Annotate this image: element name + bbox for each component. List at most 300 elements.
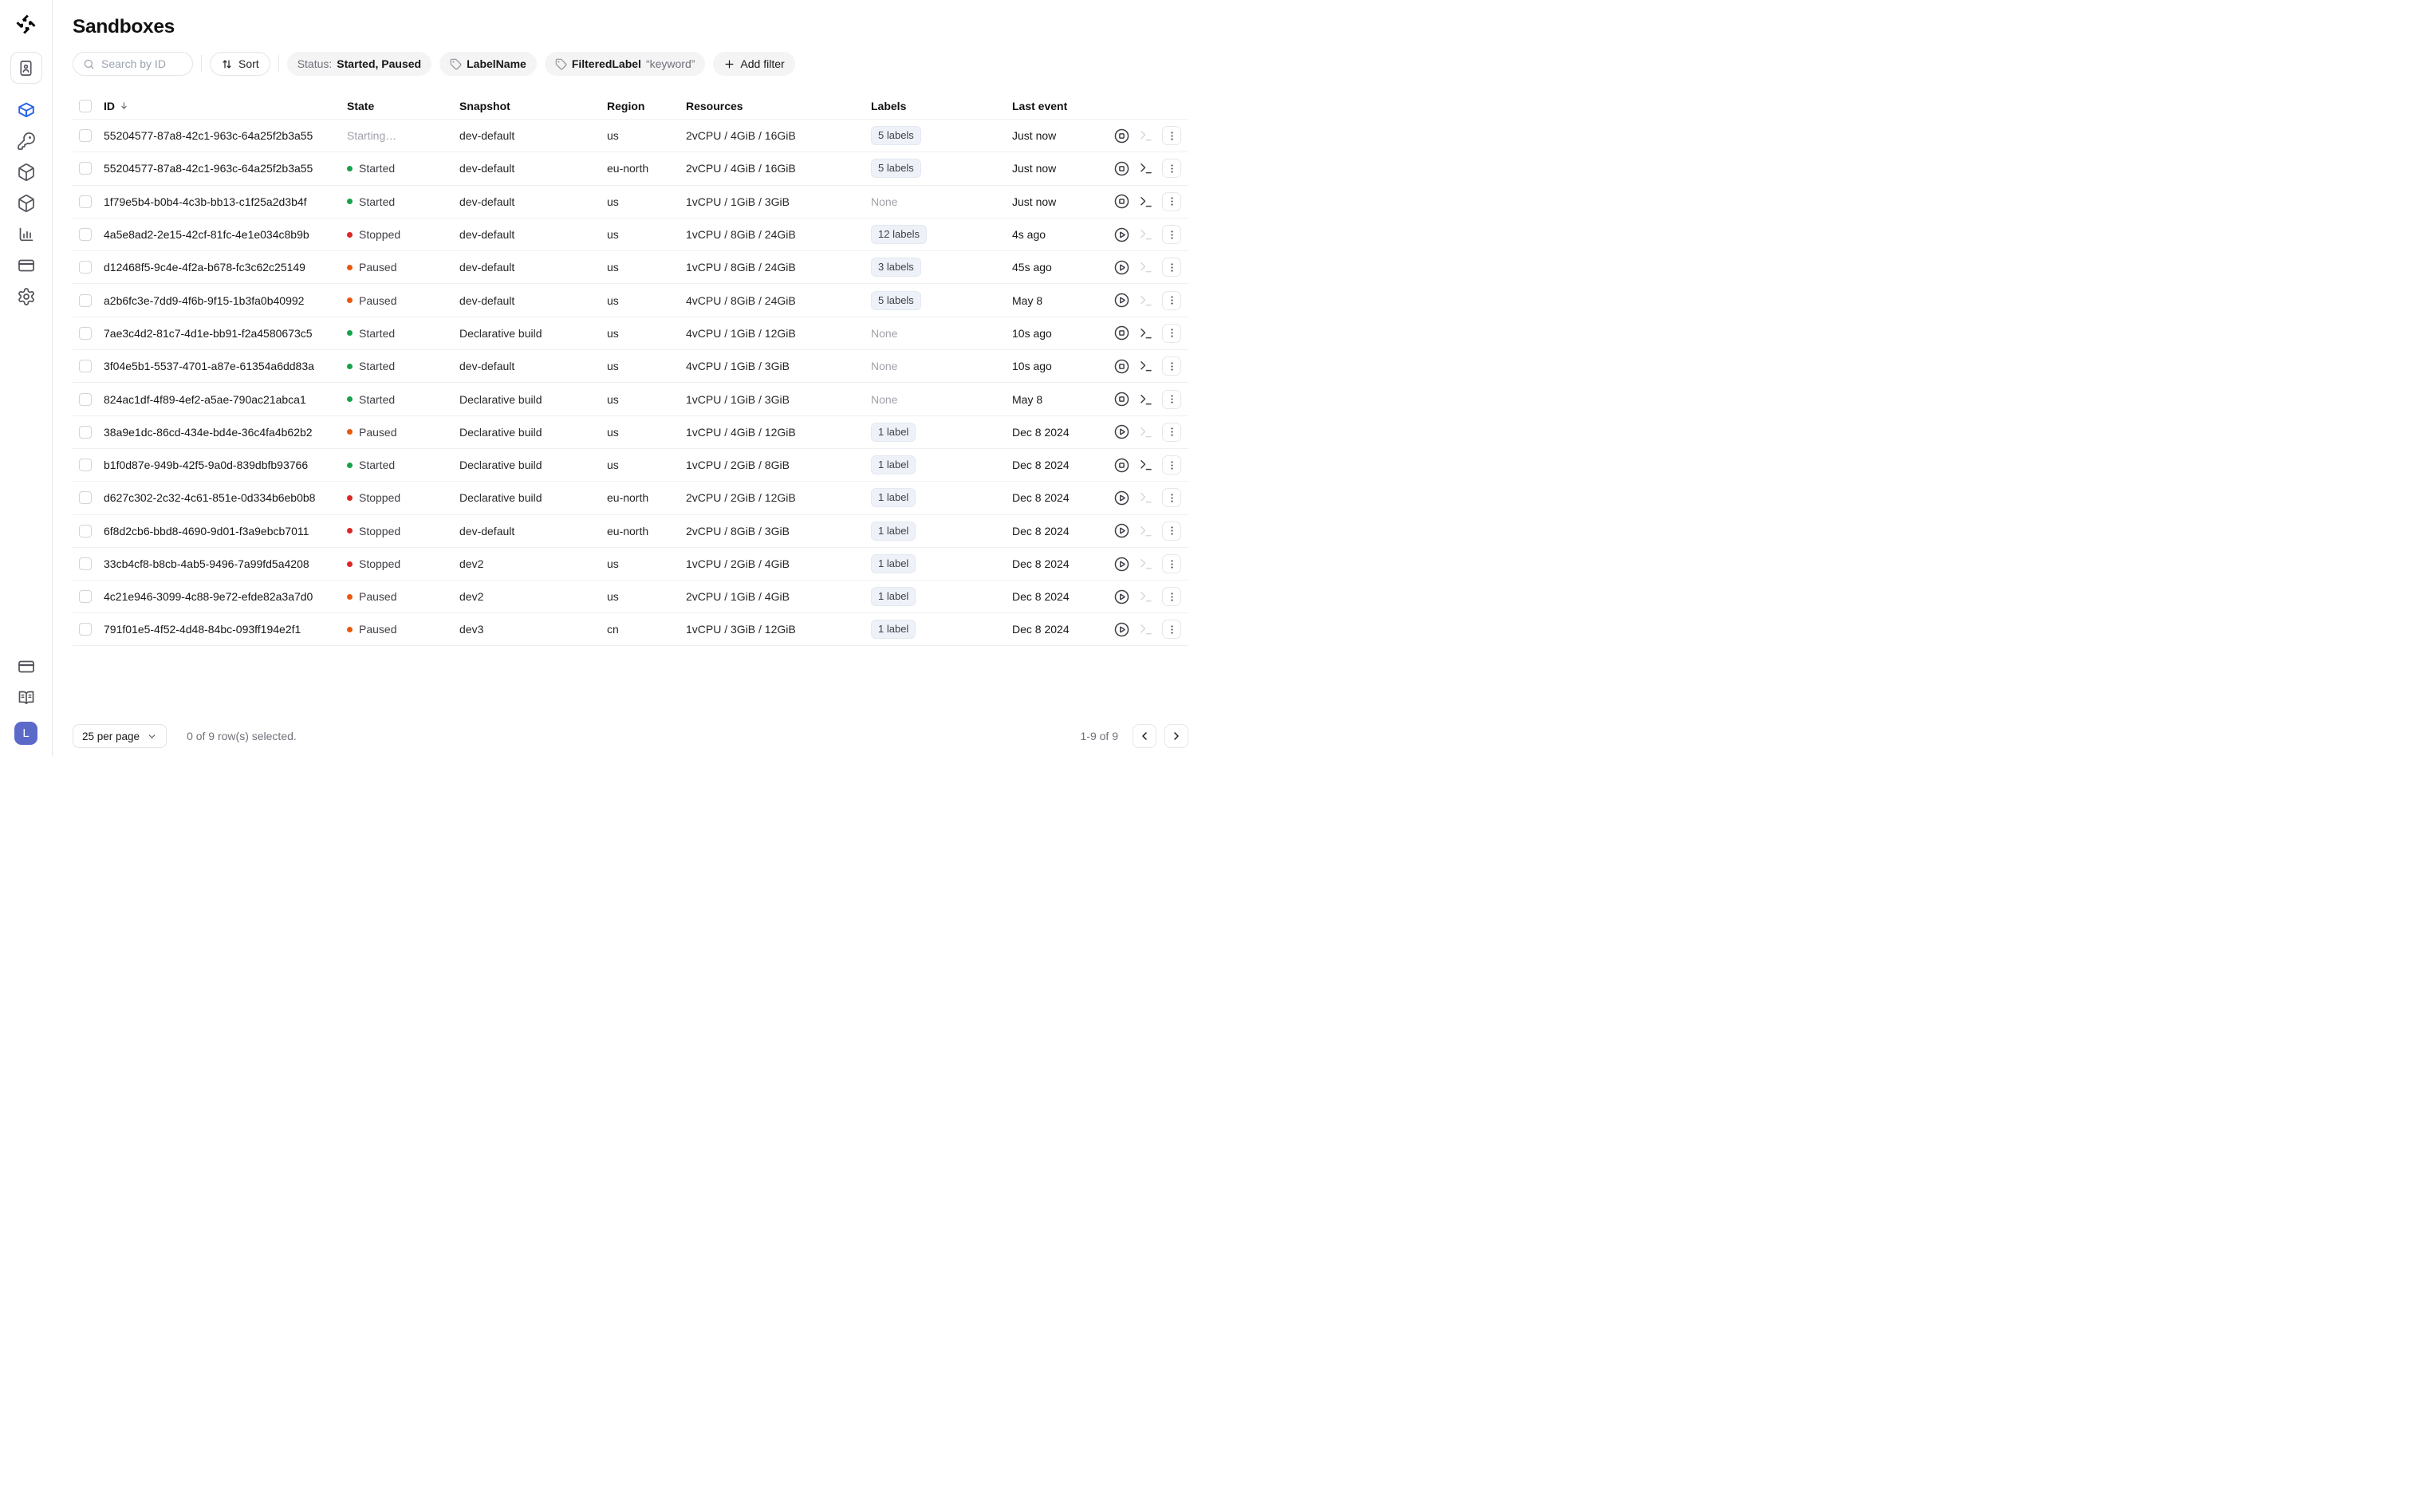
table-header (73, 93, 1188, 119)
pagination-range: 1-9 of 9 (1080, 730, 1118, 742)
table-row[interactable] (73, 481, 1188, 514)
labels-badge[interactable]: 5 labels (871, 126, 921, 145)
sidebar-item-sandboxes[interactable] (17, 100, 36, 120)
terminal-button[interactable] (1139, 458, 1153, 472)
user-avatar[interactable]: L (14, 722, 37, 745)
row-region: eu-north (607, 491, 649, 505)
column-header-snapshot[interactable]: Snapshot (459, 99, 510, 112)
credit-card-icon (17, 657, 36, 676)
table-body (73, 119, 1188, 646)
terminal-button[interactable] (1139, 524, 1153, 538)
select-all-checkbox[interactable] (79, 100, 92, 112)
state-text: Paused (359, 623, 397, 636)
kebab-icon (1166, 624, 1178, 636)
stop-circle-icon (1113, 325, 1130, 341)
row-last-event: 10s ago (1012, 326, 1052, 340)
state-dot (347, 396, 353, 402)
column-header-state[interactable]: State (347, 99, 375, 112)
row-id: 55204577-87a8-42c1-963c-64a25f2b3a55 (104, 162, 313, 175)
kebab-icon (1166, 459, 1178, 471)
play-circle-icon (1113, 522, 1130, 539)
row-more-button[interactable] (1162, 225, 1181, 244)
per-page-select[interactable] (73, 724, 167, 748)
sidebar (0, 0, 53, 756)
state-dot (347, 297, 353, 303)
state-dot (347, 495, 353, 501)
row-checkbox[interactable] (79, 162, 92, 175)
terminal-icon (1139, 359, 1153, 373)
prev-page-button[interactable] (1133, 724, 1156, 748)
row-resources: 4vCPU / 8GiB / 24GiB (686, 293, 796, 307)
play-circle-icon (1113, 621, 1130, 638)
terminal-icon (1139, 260, 1153, 274)
row-snapshot: dev2 (459, 590, 484, 604)
row-id: 4a5e8ad2-2e15-42cf-81fc-4e1e034c8b9b (104, 228, 309, 242)
state-dot (347, 199, 353, 204)
row-checkbox[interactable] (79, 590, 92, 603)
row-resources: 1vCPU / 3GiB / 12GiB (686, 623, 796, 636)
play-circle-icon (1113, 226, 1130, 243)
row-resources: 2vCPU / 1GiB / 4GiB (686, 590, 790, 604)
table-row[interactable] (73, 349, 1188, 382)
terminal-button[interactable] (1139, 359, 1153, 373)
column-header-id[interactable] (104, 100, 347, 112)
labels-badge[interactable]: 1 label (871, 455, 916, 474)
terminal-icon (1139, 458, 1153, 472)
state-text: Starting… (347, 129, 397, 143)
terminal-button[interactable] (1139, 622, 1153, 636)
status-filter-label: Status: (297, 57, 333, 70)
row-resources: 1vCPU / 2GiB / 4GiB (686, 557, 790, 570)
sidebar-item-settings[interactable] (17, 287, 36, 306)
toolbar-divider (278, 55, 279, 73)
labels-none: None (871, 195, 898, 208)
per-page-label: 25 per page (82, 730, 140, 742)
row-checkbox[interactable] (79, 491, 92, 504)
kebab-icon (1166, 262, 1178, 274)
book-open-icon (17, 688, 36, 707)
play-button[interactable] (1113, 292, 1130, 309)
kebab-icon (1166, 558, 1178, 570)
labels-badge[interactable]: 1 label (871, 488, 916, 507)
row-more-button[interactable] (1162, 522, 1181, 541)
row-id: b1f0d87e-949b-42f5-9a0d-839dbfb93766 (104, 459, 309, 472)
labels-none: None (871, 392, 898, 406)
row-region: us (607, 459, 619, 472)
labels-badge[interactable]: 1 label (871, 620, 916, 639)
status-filter-value: Started, Paused (337, 57, 422, 70)
row-id: d12468f5-9c4e-4f2a-b678-fc3c62c25149 (104, 261, 305, 274)
terminal-button[interactable] (1139, 589, 1153, 604)
row-id: 33cb4cf8-b8cb-4ab5-9496-7a99fd5a4208 (104, 557, 309, 570)
row-snapshot: Declarative build (459, 326, 542, 340)
play-button[interactable] (1113, 259, 1130, 276)
kebab-icon (1166, 327, 1178, 339)
state-dot (347, 463, 353, 468)
sidebar-item-keys[interactable] (17, 132, 36, 151)
row-last-event: 45s ago (1012, 261, 1052, 274)
stop-button[interactable] (1113, 128, 1130, 144)
filter-chip-labelname[interactable] (439, 52, 537, 76)
filter-chip-filteredlabel[interactable] (545, 52, 706, 76)
row-region: us (607, 557, 619, 570)
row-checkbox[interactable] (79, 393, 92, 406)
state-dot (347, 265, 353, 270)
cube-icon (17, 194, 36, 213)
table-row[interactable] (73, 514, 1188, 547)
state-dot (347, 561, 353, 567)
row-last-event: Just now (1012, 129, 1057, 143)
row-resources: 4vCPU / 1GiB / 3GiB (686, 360, 790, 373)
row-last-event: Dec 8 2024 (1012, 524, 1070, 537)
rows-selected-text: 0 of 9 row(s) selected. (187, 730, 297, 742)
row-checkbox[interactable] (79, 426, 92, 439)
stop-circle-icon (1113, 193, 1130, 210)
row-checkbox[interactable] (79, 525, 92, 537)
column-header-region[interactable]: Region (607, 99, 645, 112)
row-resources: 1vCPU / 1GiB / 3GiB (686, 195, 790, 208)
row-region: us (607, 261, 619, 274)
row-snapshot: Declarative build (459, 491, 542, 505)
row-more-button[interactable] (1162, 455, 1181, 474)
row-resources: 1vCPU / 8GiB / 24GiB (686, 228, 796, 242)
row-more-button[interactable] (1162, 126, 1181, 145)
state-text: Paused (359, 261, 397, 274)
row-snapshot: dev-default (459, 261, 515, 274)
labels-badge[interactable]: 3 labels (871, 258, 921, 277)
column-header-id-label: ID (104, 99, 115, 112)
terminal-icon (1139, 425, 1153, 439)
search-icon (83, 58, 95, 70)
kebab-icon (1166, 360, 1178, 372)
row-resources: 2vCPU / 4GiB / 16GiB (686, 162, 796, 175)
row-last-event: 10s ago (1012, 360, 1052, 373)
row-region: us (607, 293, 619, 307)
play-button[interactable] (1113, 556, 1130, 573)
row-checkbox[interactable] (79, 360, 92, 372)
arrow-down-icon (119, 100, 129, 111)
terminal-icon (1139, 293, 1153, 308)
labels-badge[interactable]: 1 label (871, 423, 916, 442)
play-button[interactable] (1113, 226, 1130, 243)
sidebar-item-snapshots[interactable] (17, 163, 36, 182)
row-snapshot: dev3 (459, 623, 484, 636)
filtered-label-value: FilteredLabel (571, 57, 641, 70)
terminal-icon (1139, 490, 1153, 505)
state-text: Paused (359, 590, 397, 604)
row-more-button[interactable] (1162, 291, 1181, 310)
bar-chart-icon (17, 225, 36, 244)
table-row[interactable] (73, 580, 1188, 612)
row-last-event: Dec 8 2024 (1012, 590, 1070, 604)
state-dot (347, 528, 353, 534)
tag-icon (450, 58, 462, 70)
row-snapshot: dev-default (459, 360, 515, 373)
row-checkbox[interactable] (79, 459, 92, 471)
state-dot (347, 166, 353, 171)
terminal-button[interactable] (1139, 161, 1153, 175)
row-more-button[interactable] (1162, 192, 1181, 211)
row-checkbox[interactable] (79, 557, 92, 570)
table-row[interactable] (73, 317, 1188, 349)
kebab-icon (1166, 525, 1178, 537)
row-id: 55204577-87a8-42c1-963c-64a25f2b3a55 (104, 129, 313, 143)
row-id: 4c21e946-3099-4c88-9e72-efde82a3a7d0 (104, 590, 313, 604)
state-text: Started (359, 392, 396, 406)
state-text: Started (359, 162, 396, 175)
stop-button[interactable] (1113, 391, 1130, 408)
row-id: 6f8d2cb6-bbd8-4690-9d01-f3a9ebcb7011 (104, 524, 309, 537)
table-row[interactable] (73, 283, 1188, 316)
terminal-icon (1139, 392, 1153, 407)
add-filter-button[interactable] (713, 52, 794, 76)
terminal-button[interactable] (1139, 195, 1153, 209)
add-filter-label: Add filter (740, 57, 785, 70)
row-id: 3f04e5b1-5537-4701-a87e-61354a6dd83a (104, 360, 314, 373)
terminal-icon (1139, 161, 1153, 175)
stop-circle-icon (1113, 391, 1130, 408)
row-last-event: Just now (1012, 195, 1057, 208)
page-title: Sandboxes (73, 16, 175, 37)
table-footer (73, 724, 1188, 748)
row-snapshot: dev-default (459, 129, 515, 143)
state-text: Paused (359, 425, 397, 439)
row-region: us (607, 360, 619, 373)
row-region: us (607, 195, 619, 208)
row-region: us (607, 425, 619, 439)
row-more-button[interactable] (1162, 620, 1181, 639)
row-resources: 4vCPU / 1GiB / 12GiB (686, 326, 796, 340)
stop-button[interactable] (1113, 193, 1130, 210)
state-text: Stopped (359, 228, 401, 242)
terminal-button[interactable] (1139, 557, 1153, 571)
row-snapshot: Declarative build (459, 392, 542, 406)
row-region: us (607, 590, 619, 604)
terminal-icon (1139, 524, 1153, 538)
play-button[interactable] (1113, 522, 1130, 539)
sidebar-bottom (14, 657, 37, 745)
sandbox-box-icon (17, 100, 36, 120)
labels-badge[interactable]: 5 labels (871, 159, 921, 178)
terminal-button[interactable] (1139, 128, 1153, 143)
labels-badge[interactable]: 5 labels (871, 291, 921, 310)
terminal-button[interactable] (1139, 227, 1153, 242)
table-row[interactable] (73, 119, 1188, 152)
labels-badge[interactable]: 1 label (871, 522, 916, 541)
key-icon (17, 132, 36, 151)
row-region: us (607, 228, 619, 242)
row-checkbox[interactable] (79, 623, 92, 636)
row-id: 7ae3c4d2-81c7-4d1e-bb91-f2a4580673c5 (104, 326, 313, 340)
play-circle-icon (1113, 423, 1130, 440)
sidebar-item-usage[interactable] (17, 225, 36, 244)
org-switcher-button[interactable] (10, 52, 42, 84)
row-resources: 2vCPU / 4GiB / 16GiB (686, 129, 796, 143)
sidebar-item-wallet[interactable] (17, 657, 36, 676)
kebab-icon (1166, 591, 1178, 603)
labels-badge[interactable]: 1 label (871, 554, 916, 573)
state-dot (347, 429, 353, 435)
sort-button[interactable] (210, 52, 270, 76)
table-row[interactable] (73, 185, 1188, 218)
stop-circle-icon (1113, 160, 1130, 177)
column-header-resources[interactable]: Resources (686, 99, 743, 112)
row-region: us (607, 326, 619, 340)
row-last-event: Dec 8 2024 (1012, 623, 1070, 636)
sort-arrows-icon (221, 58, 233, 70)
row-last-event: Dec 8 2024 (1012, 459, 1070, 472)
terminal-button[interactable] (1139, 490, 1153, 505)
id-card-icon (17, 59, 35, 77)
row-more-button[interactable] (1162, 587, 1181, 606)
toolbar-divider (201, 55, 202, 73)
state-text: Stopped (359, 491, 401, 505)
play-circle-icon (1113, 556, 1130, 573)
terminal-button[interactable] (1139, 392, 1153, 407)
play-button[interactable] (1113, 490, 1130, 506)
plus-icon (723, 58, 735, 70)
stop-button[interactable] (1113, 457, 1130, 474)
row-checkbox[interactable] (79, 228, 92, 241)
gear-icon (17, 287, 36, 306)
row-resources: 1vCPU / 2GiB / 8GiB (686, 459, 790, 472)
state-text: Started (359, 195, 396, 208)
sidebar-item-billing[interactable] (17, 256, 36, 275)
terminal-button[interactable] (1139, 260, 1153, 274)
row-more-button[interactable] (1162, 488, 1181, 507)
row-snapshot: Declarative build (459, 459, 542, 472)
table-row[interactable] (73, 612, 1188, 645)
row-last-event: 4s ago (1012, 228, 1046, 242)
cube-icon (17, 163, 36, 182)
state-dot (347, 330, 353, 336)
play-circle-icon (1113, 490, 1130, 506)
row-id: a2b6fc3e-7dd9-4f6b-9f15-1b3fa0b40992 (104, 293, 305, 307)
play-button[interactable] (1113, 621, 1130, 638)
kebab-icon (1166, 130, 1178, 142)
play-button[interactable] (1113, 589, 1130, 605)
label-filter-value: LabelName (467, 57, 526, 70)
row-more-button[interactable] (1162, 258, 1181, 277)
table-row[interactable] (73, 382, 1188, 415)
column-header-labels[interactable]: Labels (871, 99, 907, 112)
row-more-button[interactable] (1162, 356, 1181, 376)
state-dot (347, 594, 353, 600)
next-page-button[interactable] (1164, 724, 1188, 748)
state-text: Paused (359, 293, 397, 307)
row-checkbox[interactable] (79, 294, 92, 307)
state-text: Started (359, 326, 396, 340)
row-region: cn (607, 623, 619, 636)
row-snapshot: dev-default (459, 162, 515, 175)
table-row[interactable] (73, 218, 1188, 250)
search-input-wrapper (73, 52, 193, 76)
table-row[interactable] (73, 250, 1188, 283)
play-circle-icon (1113, 292, 1130, 309)
app-window (0, 0, 1208, 756)
column-header-last-event[interactable]: Last event (1012, 99, 1068, 112)
row-more-button[interactable] (1162, 390, 1181, 409)
terminal-button[interactable] (1139, 425, 1153, 439)
terminal-icon (1139, 589, 1153, 604)
stop-button[interactable] (1113, 160, 1130, 177)
row-resources: 1vCPU / 1GiB / 3GiB (686, 392, 790, 406)
state-text: Stopped (359, 557, 401, 570)
row-last-event: May 8 (1012, 392, 1043, 406)
row-region: eu-north (607, 524, 649, 537)
sandboxes-table (73, 93, 1188, 646)
row-region: us (607, 129, 619, 143)
row-more-button[interactable] (1162, 159, 1181, 178)
row-more-button[interactable] (1162, 324, 1181, 343)
state-text: Started (359, 459, 396, 472)
kebab-icon (1166, 163, 1178, 175)
stop-button[interactable] (1113, 325, 1130, 341)
row-checkbox[interactable] (79, 129, 92, 142)
table-row[interactable] (73, 152, 1188, 184)
kebab-icon (1166, 426, 1178, 438)
row-checkbox[interactable] (79, 327, 92, 340)
labels-none: None (871, 326, 898, 340)
terminal-icon (1139, 557, 1153, 571)
row-more-button[interactable] (1162, 423, 1181, 442)
row-snapshot: dev-default (459, 195, 515, 208)
row-snapshot: dev2 (459, 557, 484, 570)
row-more-button[interactable] (1162, 554, 1181, 573)
row-region: us (607, 392, 619, 406)
row-resources: 2vCPU / 8GiB / 3GiB (686, 524, 790, 537)
tag-icon (555, 58, 567, 70)
row-id: 791f01e5-4f52-4d48-84bc-093ff194e2f1 (104, 623, 301, 636)
table-row[interactable] (73, 415, 1188, 448)
row-snapshot: Declarative build (459, 425, 542, 439)
row-snapshot: dev-default (459, 293, 515, 307)
play-circle-icon (1113, 589, 1130, 605)
row-checkbox[interactable] (79, 261, 92, 274)
row-id: 1f79e5b4-b0b4-4c3b-bb13-c1f25a2d3b4f (104, 195, 307, 208)
terminal-button[interactable] (1139, 326, 1153, 341)
row-last-event: Dec 8 2024 (1012, 491, 1070, 505)
terminal-icon (1139, 128, 1153, 143)
row-id: 824ac1df-4f89-4ef2-a5ae-790ac21abca1 (104, 392, 306, 406)
state-dot (347, 627, 353, 632)
terminal-icon (1139, 227, 1153, 242)
terminal-icon (1139, 622, 1153, 636)
row-checkbox[interactable] (79, 195, 92, 208)
sidebar-item-docs[interactable] (17, 688, 36, 707)
stop-circle-icon (1113, 457, 1130, 474)
filter-chip-status[interactable] (287, 52, 431, 76)
table-row[interactable] (73, 547, 1188, 580)
row-last-event: May 8 (1012, 293, 1043, 307)
terminal-button[interactable] (1139, 293, 1153, 308)
state-text: Stopped (359, 524, 401, 537)
row-snapshot: dev-default (459, 228, 515, 242)
kebab-icon (1166, 229, 1178, 241)
kebab-icon (1166, 492, 1178, 504)
table-row[interactable] (73, 448, 1188, 481)
search-input[interactable] (101, 57, 183, 70)
stop-button[interactable] (1113, 358, 1130, 375)
sort-button-label: Sort (238, 57, 259, 70)
sidebar-item-images[interactable] (17, 194, 36, 213)
labels-badge[interactable]: 1 label (871, 587, 916, 606)
kebab-icon (1166, 393, 1178, 405)
play-button[interactable] (1113, 423, 1130, 440)
labels-badge[interactable]: 12 labels (871, 225, 927, 244)
row-id: 38a9e1dc-86cd-434e-bd4e-36c4fa4b62b2 (104, 425, 313, 439)
row-snapshot: dev-default (459, 524, 515, 537)
